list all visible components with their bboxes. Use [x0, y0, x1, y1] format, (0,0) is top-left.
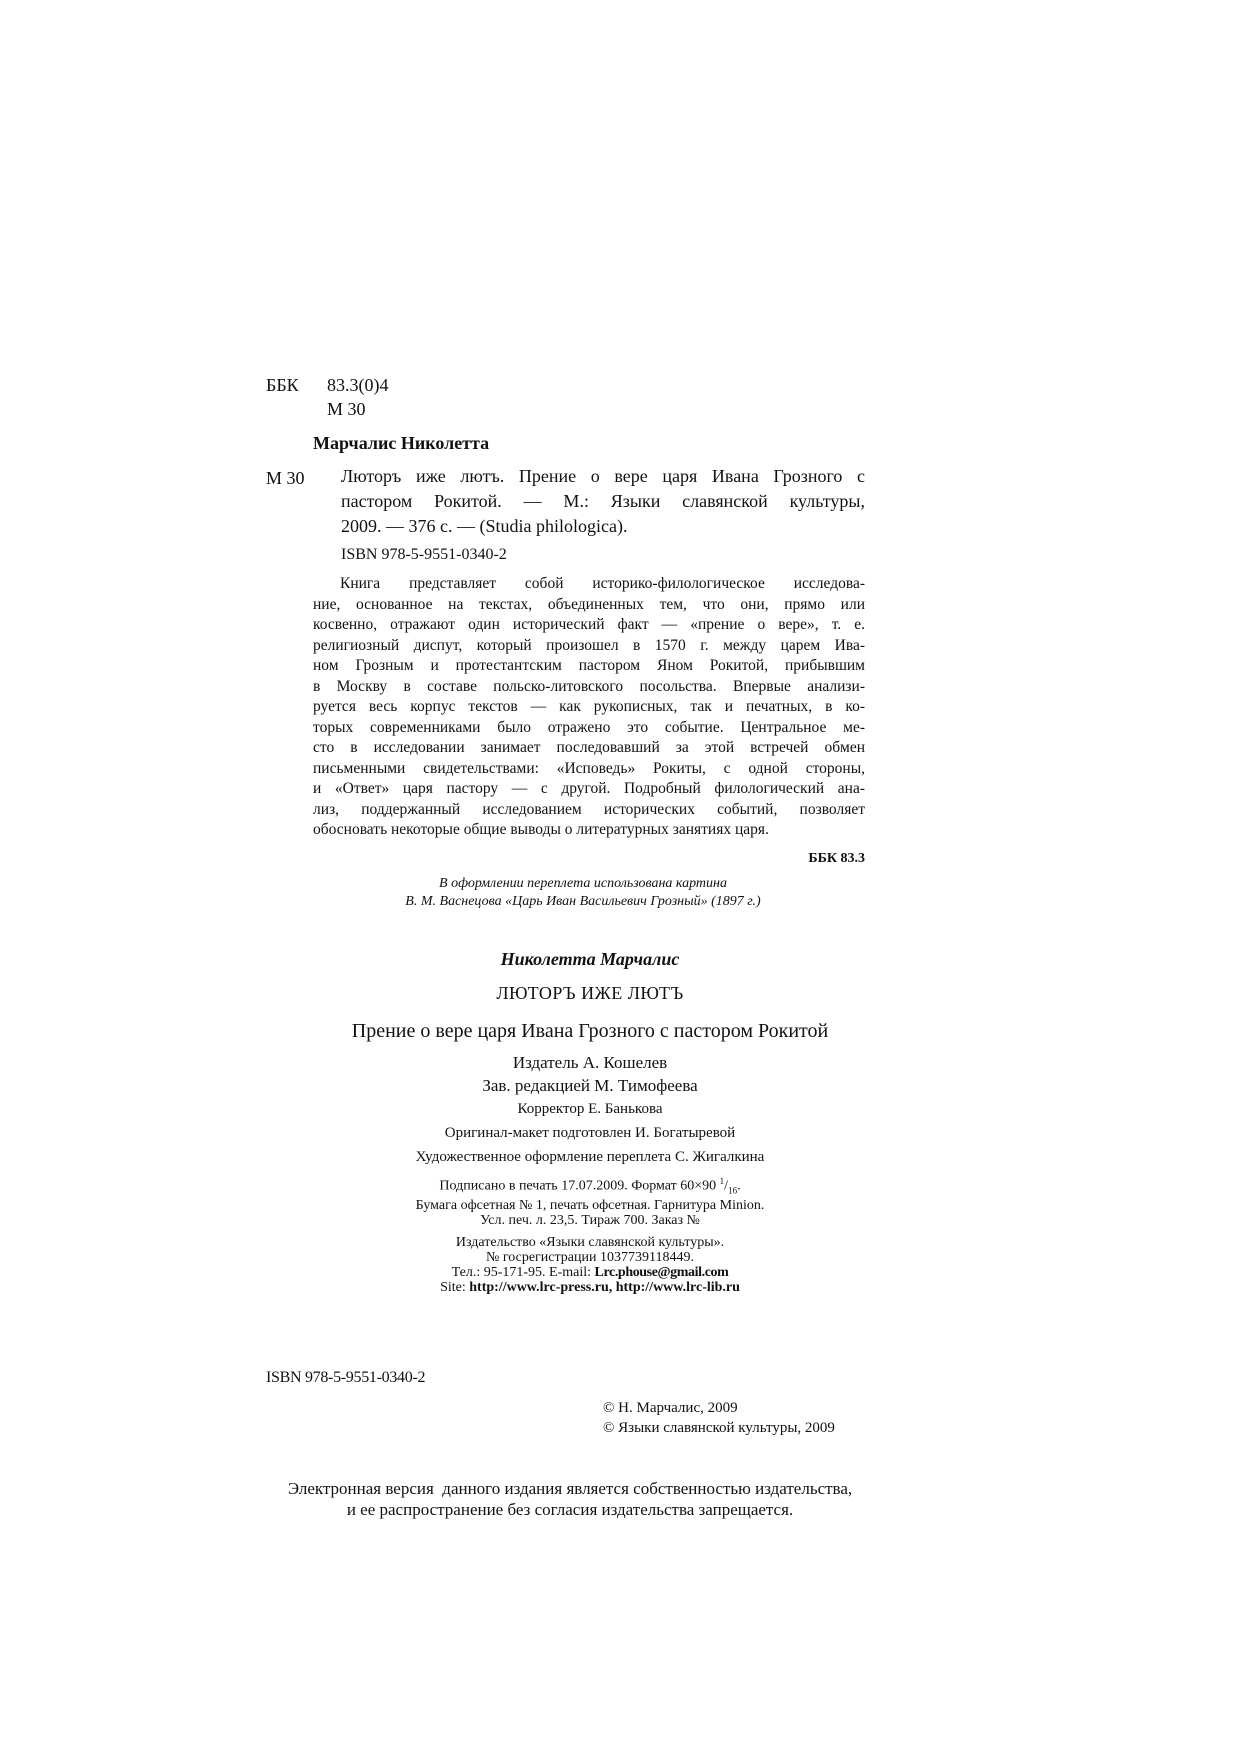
annotation-line: письменными свидетельствами: «Исповедь» Рокиты, с одной стороны,: [313, 759, 865, 777]
colophon-phone: Тел.: 95-171-95. E-mail:: [451, 1265, 592, 1281]
annotation-line: ние, основанное на текстах, объединенных тем, что они, прямо или: [313, 595, 865, 613]
author-heading: Марчалис Николетта: [313, 433, 490, 453]
bbk-code: 83.3(0)4: [327, 375, 389, 395]
copyright: [603, 1398, 835, 1438]
notice-line: Электронная версия данного издания является собственностью издательства,: [287, 1479, 853, 1498]
colophon-subtitle: Прение о вере царя Ивана Грозного с пастором Рокитой: [351, 1020, 829, 1042]
colophon-paper: Бумага офсетная № 1, печать офсетная. Гарнитура Minion.: [415, 1198, 765, 1214]
colophon-print: Усл. печ. л. 23,5. Тираж 700. Заказ №: [480, 1213, 700, 1229]
colophon-title: ЛЮТОРЪ ИЖЕ ЛЮТЪ: [496, 983, 684, 1003]
notice-line: и ее распространение без согласия издательства запрещается.: [346, 1500, 794, 1519]
annotation-line: в Москву в составе польско-литовского посольства. Впервые анализи-: [313, 677, 865, 695]
colophon: [300, 948, 880, 1295]
format-denominator: 16: [728, 1185, 738, 1196]
bbk-label: ББК: [266, 375, 299, 395]
annotation-line: ном Грозным и протестантским пастором Яном Рокитой, прибывшим: [313, 657, 865, 674]
colophon-editor: Зав. редакцией М. Тимофеева: [482, 1076, 698, 1095]
isbn-bottom: ISBN 978-5-9551-0340-2: [266, 1369, 426, 1386]
format-numerator: 1: [719, 1176, 725, 1186]
annotation-line: руется весь корпус текстов — как рукописных, так и печатных, в ко-: [313, 698, 865, 715]
entry-line: 2009. — 376 с. — (Studia philologica).: [341, 516, 628, 536]
colophon-signed: Подписано в печать 17.07.2009. Формат 60×90 $^1/_{16}$.: [439, 1176, 741, 1196]
annotation-line: Книга представляет собой историко-филологическое исследова-: [340, 575, 865, 592]
author-sign: М 30: [327, 399, 366, 419]
annotation-line: лиз, поддержанный исследованием исторических событий, позволяет: [313, 800, 865, 818]
colophon-registration: № госрегистрации 1037739118449.: [486, 1250, 694, 1266]
colophon-site-line: [300, 1280, 880, 1295]
entry-line: пастором Рокитой. — М.: Языки славянской культуры,: [341, 491, 865, 511]
cover-note-line: В. М. Васнецова «Царь Иван Васильевич Грозный» (1897 г.): [405, 894, 761, 909]
colophon-site-label: Site:: [440, 1280, 466, 1296]
annotation-line: обосновать некоторые общие выводы о литературных занятиях царя.: [313, 821, 769, 838]
electronic-notice: [240, 1478, 900, 1520]
cover-note-line: В оформлении переплета использована картина: [439, 876, 727, 891]
colophon-corrector: Корректор Е. Банькова: [517, 1101, 663, 1117]
entry-description: [341, 465, 865, 537]
copyright-author: © Н. Марчалис, 2009: [603, 1400, 738, 1416]
colophon-contacts: [300, 1265, 880, 1280]
annotation-line: и «Ответ» царя пастору — с другой. Подробный филологический ана-: [313, 780, 865, 797]
entry-isbn: ISBN 978-5-9551-0340-2: [341, 546, 507, 563]
entry-sign: М 30: [266, 468, 305, 488]
colophon-sites[interactable]: http://www.lrc-press.ru, http://www.lrc-lib.ru: [469, 1280, 740, 1296]
colophon-author: Николетта Марчалис: [500, 949, 680, 969]
annotation-line: сто в исследовании занимает последовавший за этой встречей обмен: [313, 739, 865, 756]
entry-line: Люторъ иже лютъ. Прение о вере царя Ивана Грозного с: [341, 466, 865, 486]
copyright-publisher: © Языки славянской культуры, 2009: [603, 1420, 835, 1436]
colophon-email[interactable]: Lrc.phouse@gmail.com: [594, 1265, 729, 1281]
annotation-line: торых современниками было отражено это событие. Центральное ме-: [313, 718, 865, 736]
annotation: [313, 574, 865, 841]
colophon-signed-text: Подписано в печать 17.07.2009. Формат 60×90: [439, 1178, 717, 1194]
annotation-line: религиозный диспут, который произошел в 1570 г. между царем Ива-: [313, 636, 865, 654]
annotation-line: косвенно, отражают один исторический факт — «прение о вере», т. е.: [313, 616, 865, 633]
bbk-short: ББК 83.3: [808, 851, 865, 866]
cover-note: [313, 875, 853, 911]
colophon-house: Издательство «Языки славянской культуры».: [455, 1235, 725, 1251]
colophon-layout: Оригинал-макет подготовлен И. Богатыревой: [444, 1125, 736, 1141]
colophon-design: Художественное оформление переплета С. Жигалкина: [415, 1149, 765, 1165]
colophon-publisher: Издатель А. Кошелев: [512, 1053, 668, 1072]
